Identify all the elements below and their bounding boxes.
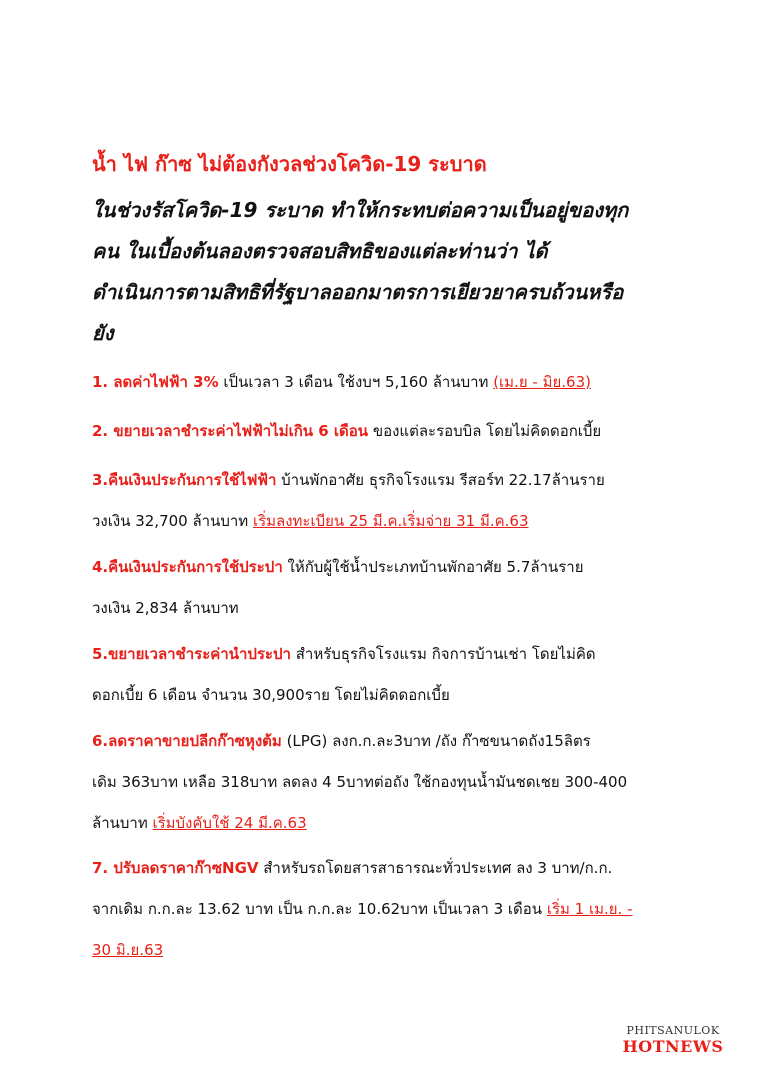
intro-paragraph bbox=[92, 190, 682, 354]
item-line bbox=[92, 721, 672, 762]
item-text: สำหรับธุรกิจโรงแรม กิจการบ้านเช่า โดยไม่คิด bbox=[290, 645, 596, 663]
item-line bbox=[92, 634, 672, 675]
item-text: สำหรับรถโดยสารสาธารณะทั่วประเทศ ลง 3 บาท/ก.ก. bbox=[258, 859, 613, 877]
item-line bbox=[92, 547, 672, 588]
measure-item-5 bbox=[92, 634, 672, 716]
item-heading: 7. ปรับลดราคาก๊าซNGV bbox=[92, 859, 259, 877]
item-line: วงเงิน 2,834 ล้านบาท bbox=[92, 599, 239, 617]
item-heading: 1. ลดค่าไฟฟ้า 3% bbox=[92, 373, 219, 391]
measure-item-7 bbox=[92, 848, 672, 971]
item-line: เดิม 363บาท เหลือ 318บาท ลดลง 4 5บาทต่อถัง ใช้กองทุนน้ำมันชดเชย 300-400 bbox=[92, 773, 628, 791]
item-line bbox=[92, 411, 672, 452]
intro-line: ยัง bbox=[92, 321, 114, 345]
item-text: เป็นเวลา 3 เดือน ใช้งบฯ 5,160 ล้านบาท bbox=[218, 373, 494, 391]
measure-item-1 bbox=[92, 362, 672, 403]
item-text: จากเดิม ก.ก.ละ 13.62 บาท เป็น ก.ก.ละ 10.62บาท เป็นเวลา 3 เดือน bbox=[92, 900, 547, 918]
date-link[interactable]: เริ่มบังคับใช้ 24 มี.ค.63 bbox=[152, 814, 307, 832]
date-link[interactable]: (เม.ย - มิย.63) bbox=[493, 373, 591, 391]
intro-line: ในช่วงรัสโควิด-19 ระบาด ทำให้กระทบต่อความเป็นอยู่ของทุก bbox=[92, 198, 629, 222]
intro-line: ดำเนินการตามสิทธิที่รัฐบาลออกมาตรการเยียวยาครบถ้วนหรือ bbox=[92, 280, 624, 304]
item-text: ให้กับผู้ใช้น้ำประเภทบ้านพักอาศัย 5.7ล้านราย bbox=[282, 558, 584, 576]
item-text: วงเงิน 32,700 ล้านบาท bbox=[92, 512, 253, 530]
item-heading: 4.คืนเงินประกันการใช้ประปา bbox=[92, 558, 283, 576]
measure-item-6 bbox=[92, 721, 672, 844]
date-link[interactable]: 30 มิ.ย.63 bbox=[92, 941, 164, 959]
date-link[interactable]: เริ่ม 1 เม.ย. - bbox=[546, 900, 633, 918]
measure-item-3 bbox=[92, 460, 672, 542]
page-title: น้ำ ไฟ ก๊าซ ไม่ต้องกังวลช่วงโควิด-19 ระบาด bbox=[92, 152, 487, 176]
item-line bbox=[92, 460, 672, 501]
item-line bbox=[92, 889, 672, 930]
item-line: ดอกเบี้ย 6 เดือน จำนวน 30,900ราย โดยไม่คิดดอกเบี้ย bbox=[92, 686, 450, 704]
hotnews-logo bbox=[608, 1024, 738, 1056]
item-line bbox=[92, 930, 672, 971]
item-line bbox=[92, 362, 672, 403]
item-heading: 5.ขยายเวลาชำระค่านำประปา bbox=[92, 645, 291, 663]
item-line bbox=[92, 848, 672, 889]
item-heading: 6.ลดราคาขายปลีกก๊าซหุงต้ม bbox=[92, 732, 282, 750]
item-heading: 2. ขยายเวลาชำระค่าไฟฟ้าไม่เกิน 6 เดือน bbox=[92, 422, 369, 440]
intro-line: คน ในเบื้องต้นลองตรวจสอบสิทธิของแต่ละท่านว่า ได้ bbox=[92, 239, 548, 263]
logo-main-text: HOTNEWS bbox=[622, 1037, 724, 1056]
item-line bbox=[92, 501, 672, 542]
measure-item-2 bbox=[92, 411, 672, 452]
item-text: (LPG) ลงก.ก.ละ3บาท /ถัง ก๊าซขนาดถัง15ลิตร bbox=[281, 732, 591, 750]
item-text: ของแต่ละรอบบิล โดยไม่คิดดอกเบี้ย bbox=[368, 422, 602, 440]
item-text: ล้านบาท bbox=[92, 814, 153, 832]
item-heading: 3.คืนเงินประกันการใช้ไฟฟ้า bbox=[92, 471, 277, 489]
measure-item-4 bbox=[92, 547, 672, 629]
item-line bbox=[92, 803, 672, 844]
logo-top-text: PHITSANULOK bbox=[626, 1024, 720, 1037]
item-text: บ้านพักอาศัย ธุรกิจโรงแรม รีสอร์ท 22.17ล้านราย bbox=[276, 471, 605, 489]
date-link[interactable]: เริ่มลงทะเบียน 25 มี.ค.เริ่มจ่าย 31 มี.ค.63 bbox=[252, 512, 529, 530]
